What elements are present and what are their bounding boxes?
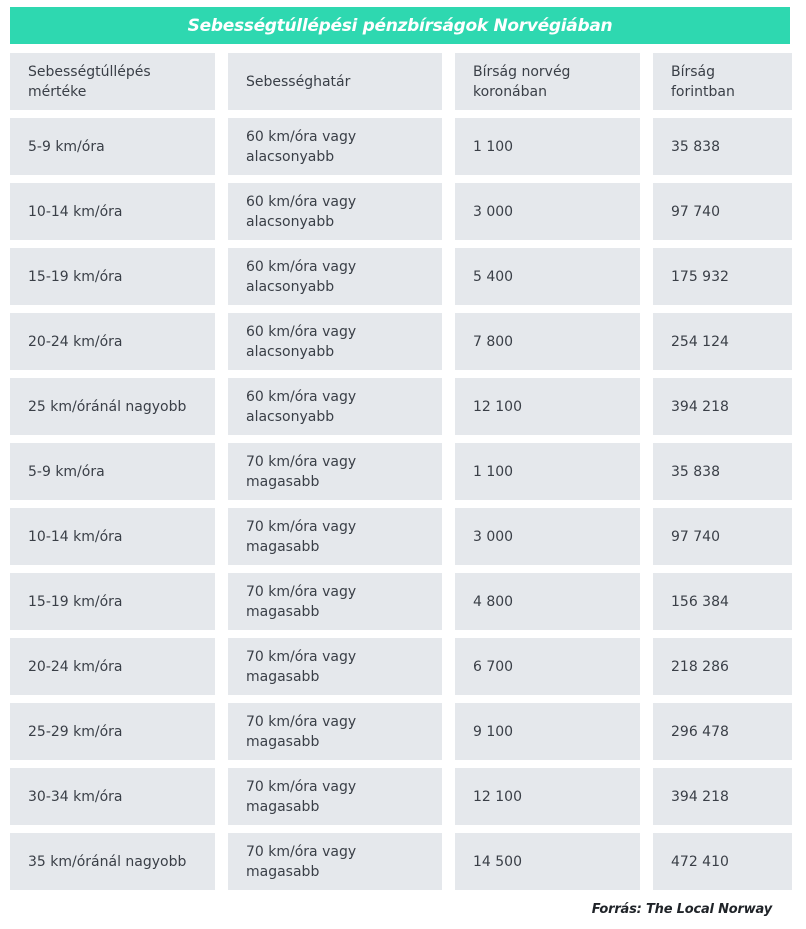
cell-speed-limit: 60 km/óra vagy alacsonyabb <box>228 313 442 370</box>
cell-fine-huf: 296 478 <box>653 703 792 760</box>
cell-speeding-amount: 10-14 km/óra <box>10 508 215 565</box>
cell-speed-limit: 70 km/óra vagy magasabb <box>228 573 442 630</box>
cell-fine-nok: 5 400 <box>455 248 640 305</box>
cell-fine-huf: 254 124 <box>653 313 792 370</box>
cell-fine-huf: 156 384 <box>653 573 792 630</box>
cell-fine-nok: 12 100 <box>455 378 640 435</box>
cell-speed-limit: 70 km/óra vagy magasabb <box>228 768 442 825</box>
cell-speed-limit: 70 km/óra vagy magasabb <box>228 833 442 890</box>
cell-fine-nok: 9 100 <box>455 703 640 760</box>
cell-speed-limit: 60 km/óra vagy alacsonyabb <box>228 378 442 435</box>
cell-fine-nok: 1 100 <box>455 443 640 500</box>
header-fine-nok: Bírság norvég koronában <box>455 53 640 110</box>
cell-speeding-amount: 5-9 km/óra <box>10 443 215 500</box>
cell-fine-nok: 3 000 <box>455 183 640 240</box>
header-speed-limit: Sebességhatár <box>228 53 442 110</box>
cell-speed-limit: 60 km/óra vagy alacsonyabb <box>228 183 442 240</box>
source-note: Forrás: The Local Norway <box>591 902 772 917</box>
cell-fine-huf: 175 932 <box>653 248 792 305</box>
cell-fine-nok: 4 800 <box>455 573 640 630</box>
cell-speeding-amount: 35 km/óránál nagyobb <box>10 833 215 890</box>
cell-speeding-amount: 20-24 km/óra <box>10 638 215 695</box>
cell-speed-limit: 60 km/óra vagy alacsonyabb <box>228 248 442 305</box>
cell-speed-limit: 60 km/óra vagy alacsonyabb <box>228 118 442 175</box>
header-fine-huf: Bírság forintban <box>653 53 792 110</box>
table-title: Sebességtúllépési pénzbírságok Norvégiában <box>10 7 790 44</box>
cell-speed-limit: 70 km/óra vagy magasabb <box>228 703 442 760</box>
cell-speeding-amount: 15-19 km/óra <box>10 573 215 630</box>
cell-speeding-amount: 20-24 km/óra <box>10 313 215 370</box>
cell-speeding-amount: 15-19 km/óra <box>10 248 215 305</box>
cell-fine-huf: 97 740 <box>653 183 792 240</box>
cell-fine-nok: 6 700 <box>455 638 640 695</box>
cell-fine-huf: 97 740 <box>653 508 792 565</box>
cell-fine-nok: 14 500 <box>455 833 640 890</box>
cell-fine-nok: 7 800 <box>455 313 640 370</box>
cell-fine-huf: 472 410 <box>653 833 792 890</box>
cell-speeding-amount: 30-34 km/óra <box>10 768 215 825</box>
cell-fine-huf: 394 218 <box>653 378 792 435</box>
cell-speed-limit: 70 km/óra vagy magasabb <box>228 443 442 500</box>
cell-fine-huf: 394 218 <box>653 768 792 825</box>
cell-speed-limit: 70 km/óra vagy magasabb <box>228 638 442 695</box>
cell-speeding-amount: 5-9 km/óra <box>10 118 215 175</box>
cell-fine-huf: 218 286 <box>653 638 792 695</box>
cell-fine-huf: 35 838 <box>653 118 792 175</box>
cell-speeding-amount: 25 km/óránál nagyobb <box>10 378 215 435</box>
cell-speeding-amount: 25-29 km/óra <box>10 703 215 760</box>
header-speeding-amount: Sebességtúllépés mértéke <box>10 53 215 110</box>
cell-fine-nok: 12 100 <box>455 768 640 825</box>
cell-speed-limit: 70 km/óra vagy magasabb <box>228 508 442 565</box>
cell-fine-huf: 35 838 <box>653 443 792 500</box>
fines-table <box>10 53 792 890</box>
cell-fine-nok: 3 000 <box>455 508 640 565</box>
cell-speeding-amount: 10-14 km/óra <box>10 183 215 240</box>
cell-fine-nok: 1 100 <box>455 118 640 175</box>
